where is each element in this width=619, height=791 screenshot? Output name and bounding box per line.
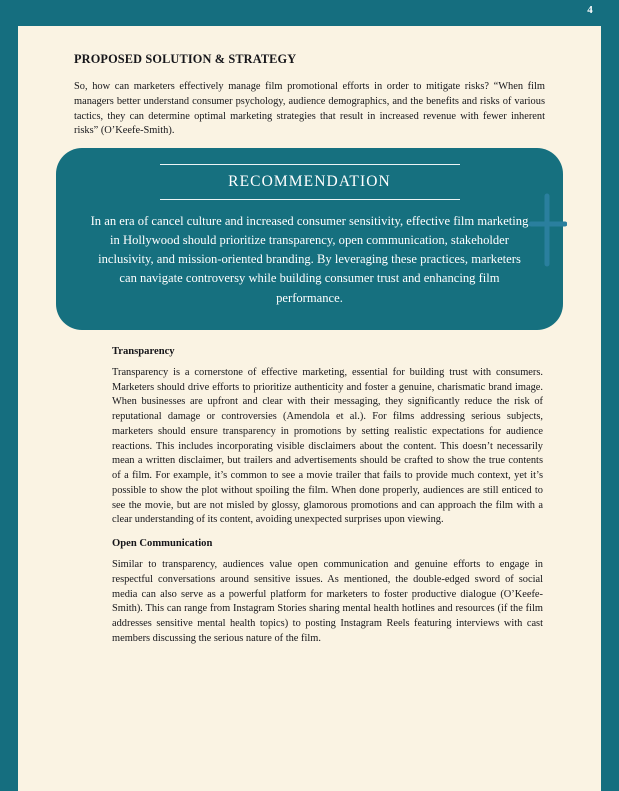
page-number: 4	[587, 4, 593, 16]
callout-title: RECOMMENDATION	[228, 173, 391, 191]
subsection-transparency	[74, 346, 545, 528]
callout-body: In an era of cancel culture and increased consumer sensitivity, effective film marketing in Hollywood should prioritize transparency, open communication, stakeholder inclusivity, and mission-oriented branding. By leveraging these practices, marketers can navigate controversy while building consumer trust and enhancing film performance.	[90, 214, 529, 305]
callout-divider-bottom	[160, 199, 460, 200]
subsection-heading-open-communication: Open Communication	[112, 538, 213, 550]
subsection-body-transparency: Transparency is a cornerstone of effective marketing, essential for building trust with consumers. Marketers should drive efforts to prioritize authenticity and foster a genuine, charismatic brand image. When businesses are upfront and clear with their messaging, they significantly reduce the risk of reputational damage or controversies (Amendola et al.). For films addressing serious subjects, marketers should ensure transparency in promotions by setting realistic expectations for audience reactions. This includes incorporating visible disclaimers about the content. This doesn’t necessarily mean a written disclaimer, but trailers and advertisements should be crafted to show the true contents of a film. For example, it’s common to see a movie trailer that fails to provide much context, yet it’s possible to show the plot without spoiling the film. When done properly, audiences are still enticed to see the movie, but are not misled by glossy, glamorous promotions and can approach the film with a clear understanding of its content, avoiding unexpected surprises upon viewing.	[112, 366, 543, 526]
left-accent-rail	[0, 0, 18, 791]
page-header-bar	[0, 0, 619, 26]
subsection-heading-transparency: Transparency	[112, 345, 175, 357]
subsection-body-open-communication: Similar to transparency, audiences value open communication and genuine efforts to engage in respectful conversations around sensitive issues. As mentioned, the double-edged sword of social media can also serve as a powerful platform for marketers to foster productive dialogue (O’Keefe-Smith). This can range from Instagram Stories sharing mental health hotlines and resources (if the film addresses sensitive mental health topics) to posting Instagram Reels featuring interviews with cast members discussing the serious nature of the film.	[112, 559, 543, 645]
section-title: PROPOSED SOLUTION & STRATEGY	[74, 52, 297, 66]
recommendation-callout-wrapper	[74, 148, 545, 330]
right-accent-rail	[601, 0, 619, 791]
section-intro-paragraph: So, how can marketers effectively manage film promotional efforts in order to mitigate risks? “When film managers better understand consumer psychology, audience demographics, and the benefits and risks of various tactics, they can determine optimal marketing strategies that result in increased revenue with fewer inherent risks” (O’Keefe-Smith).	[74, 81, 545, 137]
callout-divider-top	[160, 164, 460, 165]
subsection-open-communication	[74, 538, 545, 647]
page-content	[18, 26, 601, 791]
recommendation-callout	[56, 148, 563, 330]
